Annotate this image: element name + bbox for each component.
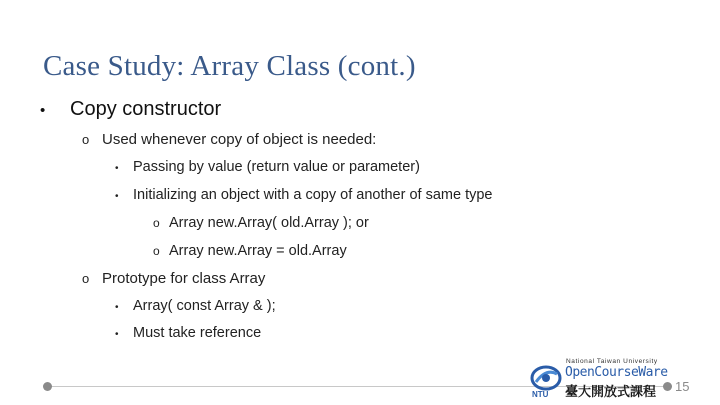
footer-dot-left <box>43 382 52 391</box>
bullet-marker: • <box>40 102 46 119</box>
bullet-used-whenever <box>82 131 376 148</box>
bullet-text: Array new.Array = old.Array <box>169 243 347 259</box>
bullet-marker: o <box>82 271 90 286</box>
bullet-marker: o <box>82 132 90 147</box>
bullet-marker: • <box>115 329 119 340</box>
bullet-text: Initializing an object with a copy of another of same type <box>133 187 493 203</box>
bullet-marker: • <box>115 163 119 174</box>
bullet-copy-constructor <box>40 98 221 121</box>
bullet-marker: o <box>153 244 160 258</box>
bullet-initializing <box>115 187 492 203</box>
bullet-text: Passing by value (return value or parameter) <box>133 159 420 175</box>
bullet-example-paren <box>153 215 369 231</box>
footer-dot-right <box>663 382 672 391</box>
bullet-text: Used whenever copy of object is needed: <box>102 131 377 148</box>
bullet-example-assign <box>153 243 347 259</box>
bullet-marker: • <box>115 302 119 313</box>
page-number: 15 <box>675 379 690 394</box>
logo-chinese-text: 臺大開放式課程 <box>565 385 657 400</box>
bullet-text: Copy constructor <box>70 98 222 120</box>
bullet-must-take-reference <box>115 325 261 341</box>
bullet-text: Array( const Array & ); <box>133 298 276 314</box>
logo-ocw-text: OpenCourseWare <box>565 365 668 380</box>
bullet-marker: • <box>115 191 119 202</box>
bullet-passing-by-value <box>115 159 420 175</box>
logo-university-text: National Taiwan University <box>566 358 658 365</box>
bullet-text: Array new.Array( old.Array ); or <box>169 215 369 231</box>
logo-ntu-abbr: NTU <box>532 390 549 399</box>
bullet-text: Must take reference <box>133 325 262 341</box>
ntu-emblem-icon <box>530 364 562 392</box>
bullet-marker: o <box>153 216 160 230</box>
ntu-ocw-logo <box>530 358 670 402</box>
bullet-prototype <box>82 270 265 287</box>
bullet-array-const <box>115 298 276 314</box>
bullet-text: Prototype for class Array <box>102 270 266 287</box>
slide-title: Case Study: Array Class (cont.) <box>43 50 416 82</box>
